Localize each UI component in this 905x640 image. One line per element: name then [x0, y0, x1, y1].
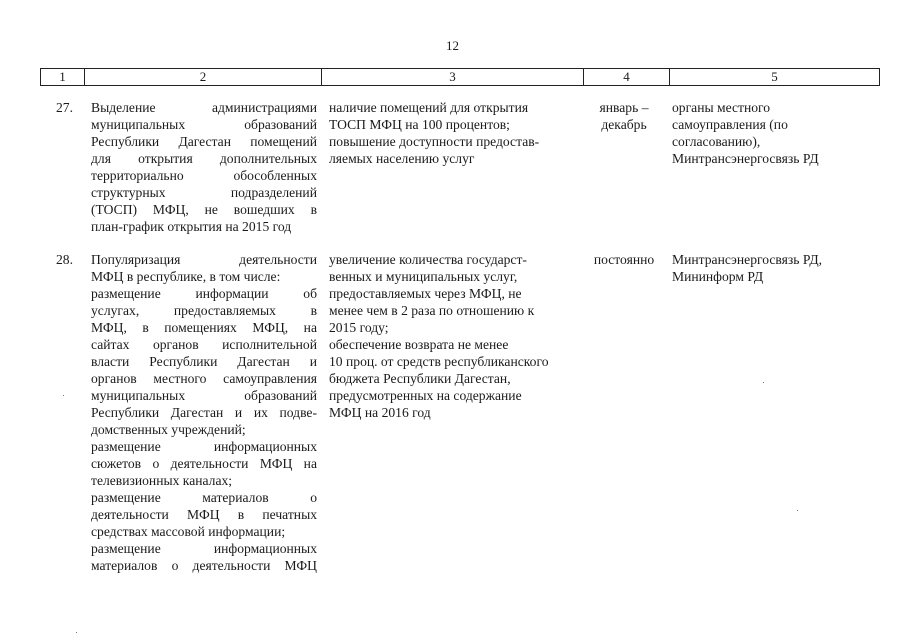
result-line: МФЦ на 2016 год	[329, 405, 431, 420]
row-number: 28.	[56, 252, 73, 267]
header-column-5: 5	[771, 69, 778, 84]
table-header	[40, 68, 880, 86]
activity-line: размещение информационных	[91, 439, 317, 454]
responsible-cell	[672, 99, 872, 167]
period-line: январь –	[599, 100, 649, 115]
activity-line: средствах массовой информации;	[91, 524, 286, 539]
responsible-line: Минтрансэнергосвязь РД	[672, 151, 819, 166]
result-line: наличие помещений для открытия	[329, 100, 529, 115]
result-line: бюджета Республики Дагестан,	[329, 371, 511, 386]
result-cell	[329, 99, 581, 167]
activity-line: муниципальных образований	[91, 388, 317, 403]
activity-line: муниципальных образований	[91, 117, 317, 132]
result-cell	[329, 251, 581, 421]
activity-line: органов местного самоуправления	[91, 371, 317, 386]
activity-line: Популяризация деятельности	[91, 252, 317, 267]
activity-line: власти Республики Дагестан и	[91, 354, 317, 369]
activity-line: размещение информационных	[91, 541, 317, 556]
result-line: увеличение количества государст-	[329, 252, 527, 267]
activity-cell	[91, 251, 317, 574]
activity-line: размещение информации об	[91, 286, 317, 301]
activity-line: Республики Дагестан помещений	[91, 134, 317, 149]
result-line: 2015 году;	[329, 320, 389, 335]
activity-line: размещение материалов о	[91, 490, 317, 505]
header-column-2: 2	[85, 69, 322, 85]
activity-line: сюжетов о деятельности МФЦ на	[91, 456, 317, 471]
result-line: обеспечение возврата не менее	[329, 337, 509, 352]
period-line: постоянно	[593, 252, 655, 267]
header-column-4: 4	[584, 69, 670, 85]
activity-line: МФЦ в республике, в том числе:	[91, 269, 281, 284]
responsible-line: органы местного	[672, 100, 771, 115]
activity-line: план-график открытия на 2015 год	[91, 219, 292, 234]
responsible-line: согласованию),	[672, 134, 761, 149]
period-cell	[588, 99, 660, 133]
activity-line: для открытия дополнительных	[91, 151, 317, 166]
period-cell	[588, 251, 660, 268]
result-line: менее чем в 2 раза по отношению к	[329, 303, 535, 318]
result-line: предусмотренных на содержание	[329, 388, 522, 403]
activity-line: сайтах органов исполнительной	[91, 337, 317, 352]
scan-speck	[797, 510, 798, 511]
activity-line: МФЦ, в помещениях МФЦ, на	[91, 320, 317, 335]
header-column-3: 3	[322, 69, 584, 85]
responsible-line: Мининформ РД	[672, 269, 764, 284]
header-column-1: 1	[41, 69, 85, 85]
scan-speck	[763, 382, 764, 383]
row-number: 27.	[56, 100, 73, 115]
activity-line: материалов о деятельности МФЦ	[91, 558, 317, 573]
activity-line: домственных учреждений;	[91, 422, 246, 437]
responsible-cell	[672, 251, 872, 285]
activity-line: телевизионных каналах;	[91, 473, 233, 488]
scan-speck	[76, 632, 77, 633]
result-line: венных и муниципальных услуг,	[329, 269, 518, 284]
activity-line: (ТОСП) МФЦ, не вошедших в	[91, 202, 317, 217]
result-line: ТОСП МФЦ на 100 процентов;	[329, 117, 510, 132]
scan-speck	[63, 395, 64, 396]
activity-line: Выделение администрациями	[91, 100, 317, 115]
result-line: ляемых населению услуг	[329, 151, 475, 166]
result-line: повышение доступности предостав-	[329, 134, 540, 149]
activity-line: структурных подразделений	[91, 185, 317, 200]
activity-cell	[91, 99, 317, 235]
responsible-line: Минтрансэнергосвязь РД,	[672, 252, 823, 267]
result-line: предоставляемых через МФЦ, не	[329, 286, 522, 301]
activity-line: услугах, предоставляемых в	[91, 303, 317, 318]
activity-line: территориально обособленных	[91, 168, 317, 183]
result-line: 10 проц. от средств республиканского	[329, 354, 549, 369]
page-number: 12	[446, 38, 459, 53]
responsible-line: самоуправления (по	[672, 117, 788, 132]
activity-line: деятельности МФЦ в печатных	[91, 507, 317, 522]
period-line: декабрь	[601, 117, 647, 132]
activity-line: Республики Дагестан и их подве-	[91, 405, 317, 420]
